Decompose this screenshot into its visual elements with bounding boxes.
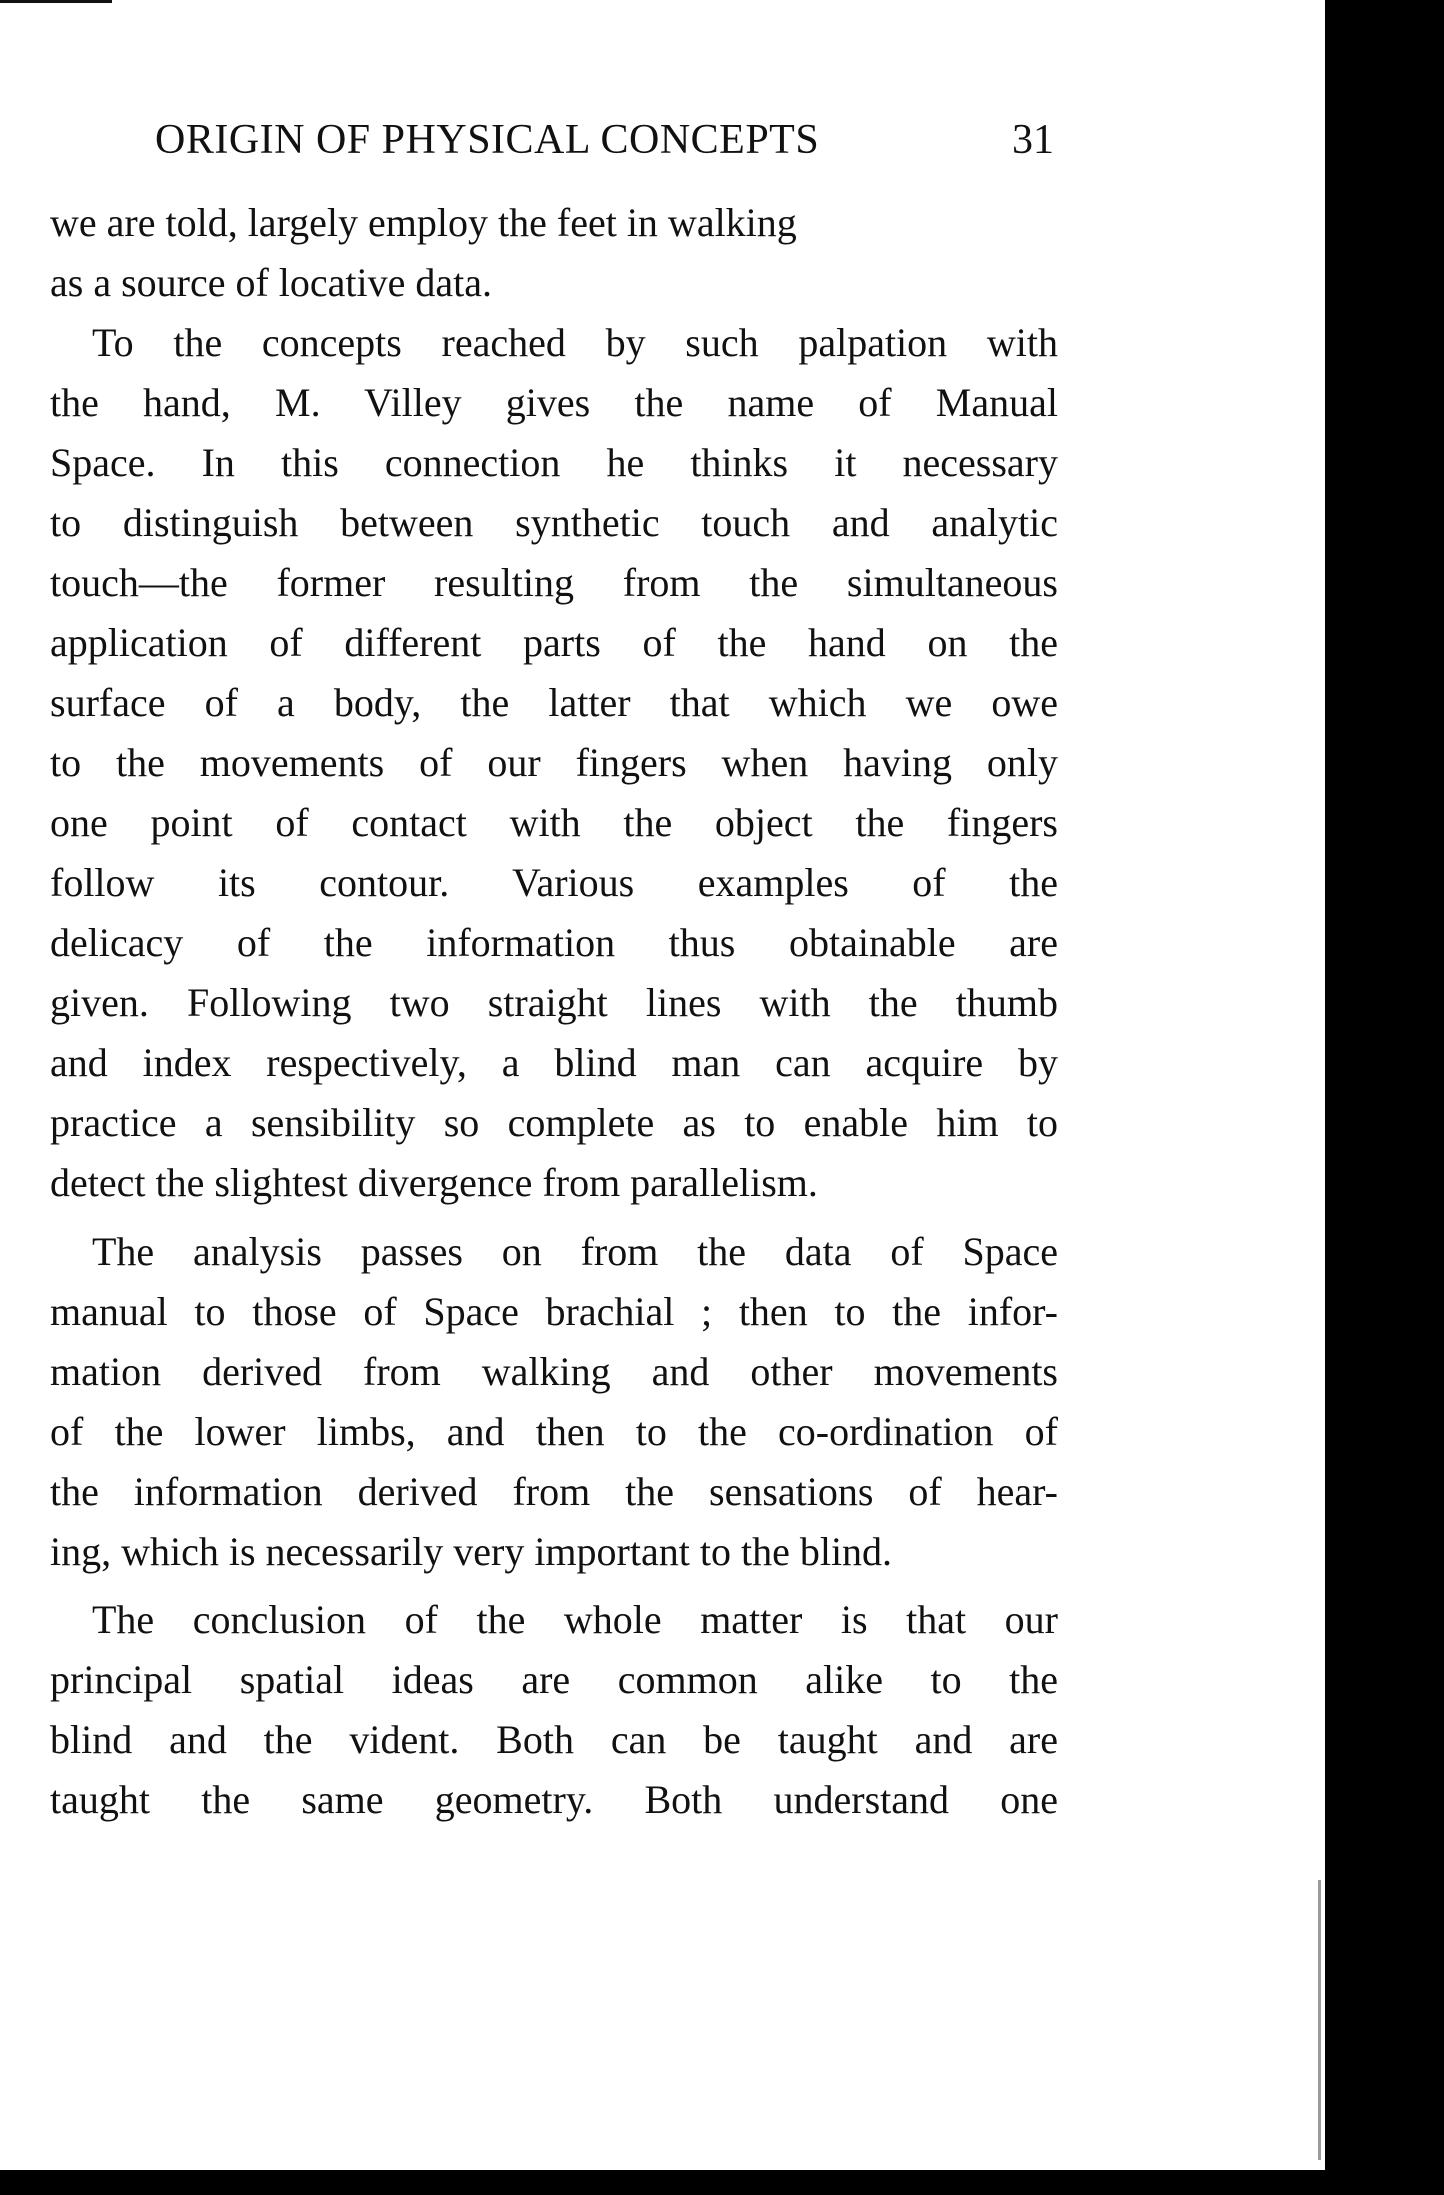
text-line: The analysis passes on from the data of Space bbox=[92, 1229, 1058, 1274]
text-line: delicacy of the information thus obtainable are bbox=[50, 920, 1058, 965]
text-line: blind and the vident. Both can be taught and are bbox=[50, 1717, 1058, 1762]
text-line: to the movements of our fingers when having only bbox=[50, 740, 1058, 785]
text-line: as a source of locative data. bbox=[50, 260, 493, 305]
text-line: one point of contact with the object the fingers bbox=[50, 800, 1058, 845]
text-line: To the concepts reached by such palpation with bbox=[92, 320, 1058, 365]
text-line: given. Following two straight lines with the thumb bbox=[50, 980, 1058, 1025]
text-line: detect the slightest divergence from parallelism. bbox=[50, 1160, 818, 1205]
text-line: mation derived from walking and other movements bbox=[50, 1349, 1058, 1394]
text-line: the information derived from the sensations of hear- bbox=[50, 1469, 1058, 1514]
text-line: manual to those of Space brachial ; then to the infor- bbox=[50, 1289, 1058, 1334]
text-line: and index respectively, a blind man can acquire by bbox=[50, 1040, 1058, 1085]
text-line: touch—the former resulting from the simultaneous bbox=[50, 560, 1058, 605]
text-line: practice a sensibility so complete as to enable him to bbox=[50, 1100, 1058, 1145]
page-number: 31 bbox=[1012, 117, 1054, 163]
text-line: principal spatial ideas are common alike to the bbox=[50, 1657, 1058, 1702]
text-line: The conclusion of the whole matter is that our bbox=[92, 1597, 1058, 1642]
text-line: to distinguish between synthetic touch and analytic bbox=[50, 500, 1058, 545]
corner-rule bbox=[0, 0, 112, 3]
text-line: Space. In this connection he thinks it necessary bbox=[50, 440, 1058, 485]
text-line: we are told, largely employ the feet in walking bbox=[50, 200, 797, 245]
running-title: ORIGIN OF PHYSICAL CONCEPTS bbox=[155, 117, 820, 163]
text-line: surface of a body, the latter that which we owe bbox=[50, 680, 1058, 725]
text-line: of the lower limbs, and then to the co-ordination of bbox=[50, 1409, 1058, 1454]
text-line: the hand, M. Villey gives the name of Manual bbox=[50, 380, 1058, 425]
text-line: taught the same geometry. Both understand one bbox=[50, 1777, 1058, 1822]
page-edge-mark bbox=[1318, 1880, 1321, 2160]
text-line: ing, which is necessarily very important to the blind. bbox=[50, 1529, 893, 1574]
text-line: follow its contour. Various examples of the bbox=[50, 860, 1058, 905]
text-line: application of different parts of the hand on the bbox=[50, 620, 1058, 665]
